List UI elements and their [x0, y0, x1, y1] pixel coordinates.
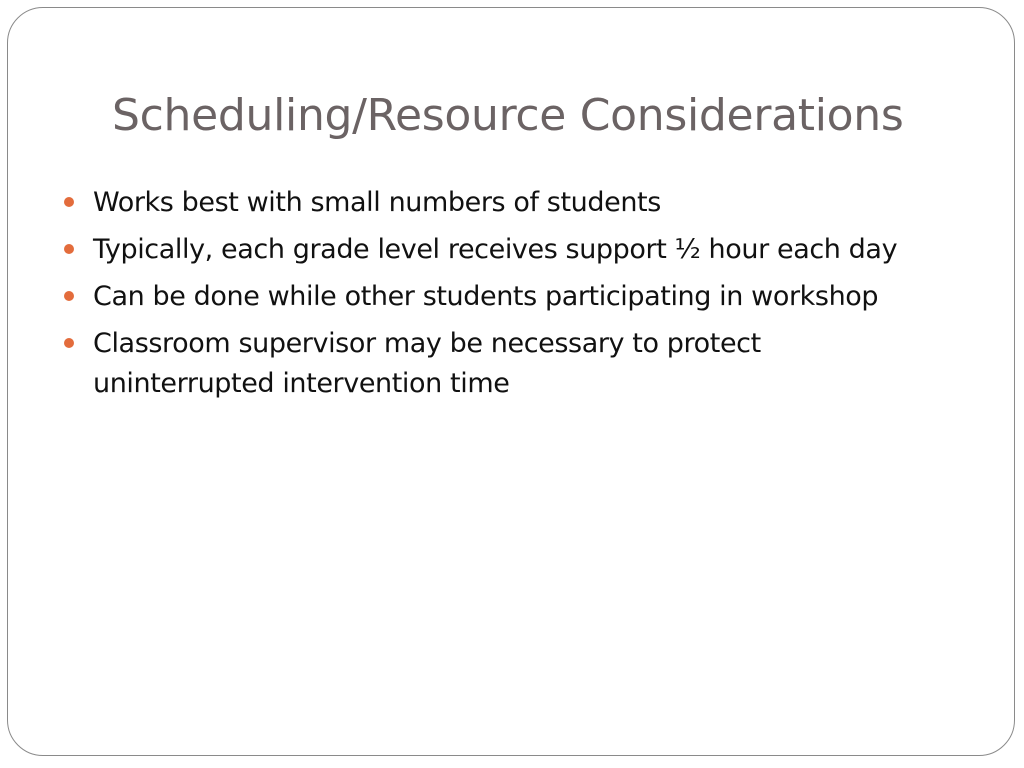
bullet-text: Works best with small numbers of students: [93, 187, 661, 218]
bullet-item: [64, 324, 944, 404]
bullet-dot-icon: [64, 244, 74, 254]
bullet-item: [64, 183, 944, 223]
bullet-item: [64, 230, 944, 270]
bullet-text: Can be done while other students participating in workshop: [93, 281, 879, 312]
bullet-dot-icon: [64, 291, 74, 301]
bullet-text: Typically, each grade level receives support ½ hour each day: [93, 234, 898, 265]
bullet-list: [64, 183, 944, 411]
bullet-dot-icon: [64, 197, 74, 207]
bullet-item: [64, 277, 944, 317]
slide-title: Scheduling/Resource Considerations: [112, 90, 904, 141]
bullet-dot-icon: [64, 338, 74, 348]
bullet-text: Classroom supervisor may be necessary to protect uninterrupted intervention time: [93, 328, 761, 399]
